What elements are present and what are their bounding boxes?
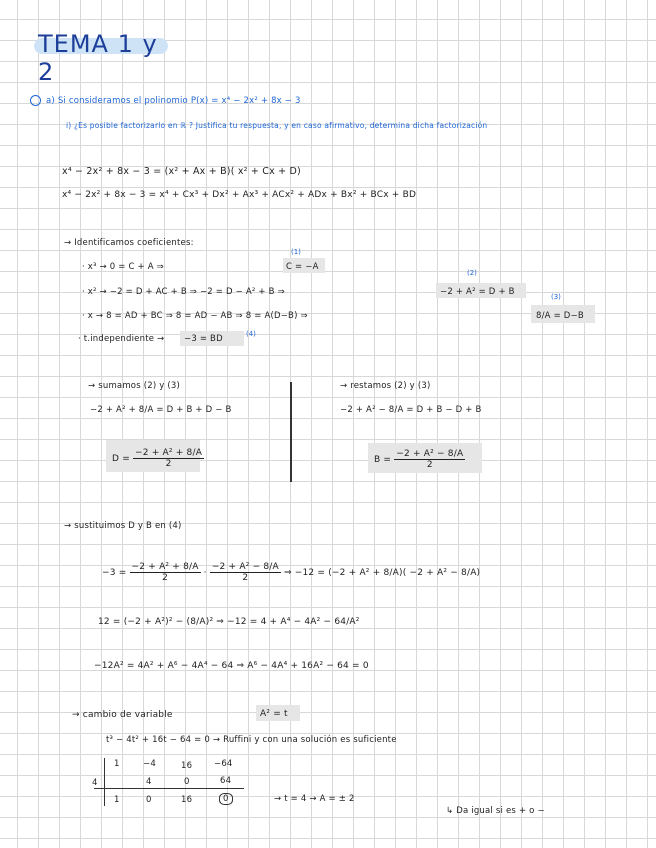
sum-equation: −2 + A² + 8/A = D + B + D − B: [90, 405, 232, 415]
substituted-equation: −3 = $\frac{\text{−2 + A² + 8/A}}{2}$ · $\frac{\text{−2 + A² − 8/A}}{2}$ ⇒ −12 = (−2 + A² + 8/A)( −2 + A² − 8/A): [102, 562, 481, 583]
sum-heading: → sumamos (2) y (3): [88, 381, 181, 391]
sign-note: ↳ Da igual si es + o −: [446, 806, 545, 816]
subtract-equation: −2 + A² − 8/A = D + B − D + B: [340, 405, 482, 415]
question-subpart: i) ¿Es posible factorizarlo en ℝ ? Justifica tu respuesta, y en caso afirmativo, determina dicha factorización: [66, 121, 488, 130]
expanded-equation: x⁴ − 2x² + 8x − 3 = x⁴ + Cx³ + Dx² + Ax³ + ACx² + ADx + Bx² + BCx + BD: [62, 190, 417, 200]
ruffini-r3c1: 1: [114, 795, 120, 805]
title-text: TEMA 1 y 2: [38, 30, 158, 86]
ruffini-remainder: 0: [219, 793, 233, 805]
ruffini-root: 4: [92, 778, 98, 788]
ruffini-r2c4: 64: [220, 776, 232, 786]
result-line: → t = 4 → A = ± 2: [274, 794, 355, 804]
coefficients-heading: → Identificamos coeficientes:: [64, 238, 194, 248]
coef-row-independent: · t.independiente →: [78, 334, 165, 344]
tag-1: (1): [291, 248, 301, 256]
b-result: B = $\frac{\text{−2 + A² − 8/A}}{2}$: [374, 449, 464, 470]
page-title: [30, 30, 170, 86]
ruffini-r2c2: 4: [146, 777, 152, 787]
coef-result-2: −2 + A² = D + B: [440, 287, 515, 297]
ruffini-vertical-line: [104, 758, 105, 806]
column-divider: [290, 382, 292, 482]
coef-row-x3: · x³ → 0 = C + A ⇒: [82, 262, 165, 272]
factorization-equation: x⁴ − 2x² + 8x − 3 = (x² + Ax + B)( x² + Cx + D): [62, 166, 301, 177]
ruffini-r1c2: −4: [143, 759, 156, 769]
ruffini-r1c3: 16: [181, 761, 193, 771]
coef-result-1: C = −A: [286, 262, 319, 272]
coef-result-4: −3 = BD: [184, 334, 223, 344]
change-variable-value: A² = t: [260, 709, 288, 719]
subtract-heading: → restamos (2) y (3): [340, 381, 431, 391]
ruffini-r1c4: −64: [214, 759, 233, 769]
coef-row-x: · x → 8 = AD + BC ⇒ 8 = AD − AB ⇒ 8 = A(D−B) ⇒: [82, 311, 308, 321]
polynomial-equation: −12A² = 4A² + A⁶ − 4A⁴ − 64 ⇒ A⁶ − 4A⁴ + 16A² − 64 = 0: [94, 661, 369, 671]
ruffini-r3c3: 16: [181, 795, 193, 805]
coef-result-3: 8/A = D−B: [536, 311, 584, 321]
tag-4: (4): [246, 330, 256, 338]
tag-2: (2): [467, 269, 477, 277]
coef-row-x2: · x² → −2 = D + AC + B ⇒ −2 = D − A² + B ⇒: [82, 287, 285, 297]
change-variable-heading: → cambio de variable: [72, 710, 173, 720]
ruffini-r2c3: 0: [184, 777, 190, 787]
question-number-circle: [30, 95, 41, 106]
ruffini-r3c2: 0: [146, 795, 152, 805]
ruffini-r1c1: 1: [114, 759, 120, 769]
d-result: D = $\frac{\text{−2 + A² + 8/A}}{2}$: [112, 448, 203, 469]
ruffini-horizontal-line: [94, 788, 244, 789]
tag-3: (3): [551, 293, 561, 301]
question-statement: a) Si consideramos el polinomio P(x) = x⁴ − 2x² + 8x − 3: [46, 96, 301, 106]
substitute-heading: → sustituimos D y B en (4): [64, 521, 182, 531]
cubic-equation: t³ − 4t² + 16t − 64 = 0 → Ruffini y con una solución es suficiente: [106, 735, 397, 745]
difference-of-squares-equation: 12 = (−2 + A²)² − (8/A)² ⇒ −12 = 4 + A⁴ − 4A² − 64/A²: [98, 617, 360, 627]
